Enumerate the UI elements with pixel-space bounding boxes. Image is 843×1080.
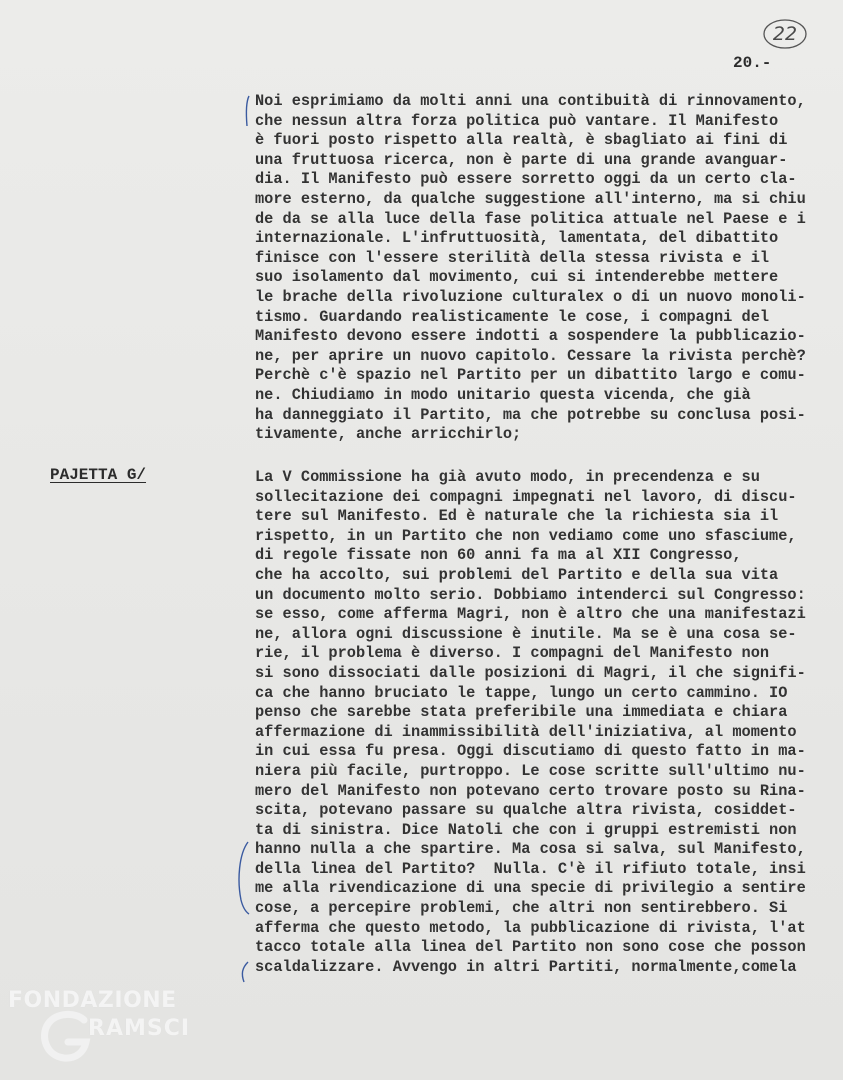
text-line: Noi esprimiamo da molti anni una contibuità di rinnovamento, <box>255 92 806 110</box>
watermark-line-2: RAMSCI <box>88 1016 191 1041</box>
text-line: rispetto, in un Partito che non vediamo come uno sfasciume, <box>255 526 797 545</box>
text-line: finisce con l'essere sterilità della stessa rivista e il <box>255 248 770 267</box>
text-line: che nessun altra forza politica può vantare. Il Manifesto <box>255 111 779 130</box>
text-line: scaldalizzare. Avvengo in altri Partiti, normalmente,comela <box>255 957 797 976</box>
page-number: 20.- <box>733 54 772 72</box>
text-line: si sono dissociati dalle posizioni di Magri, il che signifi- <box>255 663 806 682</box>
text-line: suo isolamento dal movimento, cui si intenderebbe mettere <box>255 268 779 287</box>
text-line: ne, per aprire un nuovo capitolo. Cessare la rivista perchè? <box>255 346 806 365</box>
paragraph-intro <box>255 92 843 445</box>
text-line: Manifesto devono essere indotti a sospendere la pubblicazio- <box>255 327 806 346</box>
text-line: è fuori posto rispetto alla realtà, è sbagliato ai fini di <box>255 131 788 150</box>
text-line: in cui essa fu presa. Oggi discutiamo di questo fatto in ma- <box>255 742 806 761</box>
text-line: more esterno, da qualche suggestione all'interno, ma si chiu <box>255 189 806 208</box>
text-line: tismo. Guardando realisticamente le cose, i compagni del <box>255 307 770 326</box>
text-line: ca che hanno bruciato le tappe, lungo un certo cammino. IO <box>255 683 788 702</box>
text-line: dia. Il Manifesto può essere sorretto oggi da un certo cla- <box>255 170 797 189</box>
text-line: de da se alla luce della fase politica attuale nel Paese e i <box>255 209 806 228</box>
text-line: penso che sarebbe stata preferibile una immediata e chiara <box>255 703 788 722</box>
margin-bracket-icon <box>235 840 251 916</box>
text-line: sollecitazione dei compagni impegnati nel lavoro, di discu- <box>255 487 797 506</box>
text-line: di regole fissate non 60 anni fa ma al XII Congresso, <box>255 546 742 565</box>
speaker-label: PAJETTA G/ <box>50 466 147 484</box>
text-line: niera più facile, purtroppo. Le cose scritte sull'ultimo nu- <box>255 761 806 780</box>
margin-bracket-icon <box>242 94 252 128</box>
text-line: della linea del Partito? Nulla. C'è il rifiuto totale, insi <box>255 859 806 878</box>
text-line: che ha accolto, sui problemi del Partito e della sua vita <box>255 565 779 584</box>
paragraph-pajetta <box>255 468 843 977</box>
text-line: ha danneggiato il Partito, ma che potrebbe su conclusa posi- <box>255 405 806 424</box>
text-line: ne, allora ogni discussione è inutile. Ma se è una cosa se- <box>255 624 797 643</box>
watermark-g-icon <box>36 1006 96 1066</box>
text-line: hanno nulla a che spartire. Ma cosa si salva, sul Manifesto, <box>255 840 806 859</box>
text-line: mero del Manifesto non potevano certo trovare posto su Rina- <box>255 781 806 800</box>
text-line: rie, il problema è diverso. I compagni del Manifesto non <box>255 644 770 663</box>
text-line: cose, a percepire problemi, che altri non sentirebbero. Si <box>255 899 788 918</box>
margin-bracket-icon <box>238 960 250 984</box>
text-line: affermazione di inammissibilità dell'iniziativa, al momento <box>255 722 797 741</box>
text-line: ta di sinistra. Dice Natoli che con i gruppi estremisti non <box>255 820 797 839</box>
text-line: Perchè c'è spazio nel Partito per un dibattito largo e comu- <box>255 366 806 385</box>
archive-stamp <box>762 18 808 50</box>
text-line: afferma che questo metodo, la pubblicazione di rivista, l'at <box>255 918 806 937</box>
text-line: me alla rivendicazione di una specie di privilegio a sentire <box>255 879 806 898</box>
text-line: se esso, come afferma Magri, non è altro che una manifestazi <box>255 605 806 624</box>
text-line: le brache della rivoluzione culturalex o di un nuovo monoli- <box>255 287 806 306</box>
text-line: La V Commissione ha già avuto modo, in precendenza e su <box>255 468 760 486</box>
text-line: un documento molto serio. Dobbiamo intenderci sul Congresso: <box>255 585 806 604</box>
text-line: tere sul Manifesto. Ed è naturale che la richiesta sia il <box>255 507 779 526</box>
text-line: internazionale. L'infruttuosità, lamentata, del dibattito <box>255 229 779 248</box>
foundation-watermark <box>8 986 218 1072</box>
text-line: scita, potevano passare su qualche altra rivista, cosiddet- <box>255 801 797 820</box>
text-line: una fruttuosa ricerca, non è parte di una grande avanguar- <box>255 150 788 169</box>
text-line: tacco totale alla linea del Partito non sono cose che posson <box>255 938 806 957</box>
stamp-number: 22 <box>772 23 798 45</box>
text-line: tivamente, anche arricchirlo; <box>255 425 522 444</box>
text-line: ne. Chiudiamo in modo unitario questa vicenda, che già <box>255 385 751 404</box>
watermark-line-1: FONDAZIONE <box>8 988 177 1013</box>
